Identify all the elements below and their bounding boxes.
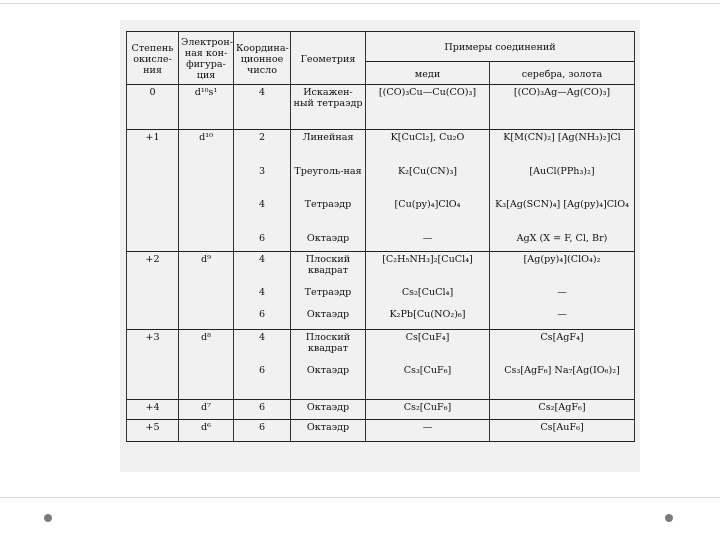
- header-electron-configuration: Электрон-ная кон-фигура-ция: [179, 32, 234, 85]
- cell-oxidation-state: +2: [127, 252, 179, 285]
- cell-electron-configuration: d¹⁰s¹: [179, 85, 234, 130]
- cell-coordination-number: 6: [234, 231, 291, 252]
- table-row: [127, 197, 635, 231]
- table-row: [127, 231, 635, 252]
- cell-geometry: Искажен-ный тетраэдр: [291, 85, 366, 130]
- cell-silver-gold-example: Cs₂[AgF₆]: [490, 400, 635, 420]
- table-row: [127, 164, 635, 197]
- cell-coordination-number: 3: [234, 164, 291, 197]
- cell-silver-gold-example: Cs[AuF₆]: [490, 420, 635, 442]
- cell-geometry: Линейная: [291, 130, 366, 164]
- table-row: [127, 130, 635, 164]
- header-copper: меди: [366, 62, 490, 85]
- cell-silver-gold-example: —: [490, 285, 635, 307]
- bottom-divider-line: [0, 497, 720, 498]
- cell-copper-example: Cs₂[CuCl₄]: [366, 285, 490, 307]
- cell-geometry: Плоский квадрат: [291, 330, 366, 363]
- cell-silver-gold-example: K[M(CN)₂] [Ag(NH₃)₂]Cl: [490, 130, 635, 164]
- cell-copper-example: Cs₃[CuF₆]: [366, 363, 490, 400]
- table-row: [127, 85, 635, 130]
- cell-oxidation-state: [127, 164, 179, 197]
- cell-copper-example: K₂Pb[Cu(NO₂)₆]: [366, 307, 490, 330]
- cell-oxidation-state: +4: [127, 400, 179, 420]
- cell-copper-example: [C₂H₅NH₃]₂[CuCl₄]: [366, 252, 490, 285]
- cell-electron-configuration: d⁸: [179, 330, 234, 363]
- cell-copper-example: K₂[Cu(CN)₃]: [366, 164, 490, 197]
- cell-geometry: Тетраэдр: [291, 285, 366, 307]
- cell-oxidation-state: +1: [127, 130, 179, 164]
- cell-coordination-number: 4: [234, 252, 291, 285]
- cell-oxidation-state: +3: [127, 330, 179, 363]
- cell-copper-example: Cs₂[CuF₆]: [366, 400, 490, 420]
- cell-electron-configuration: [179, 285, 234, 307]
- table-row: [127, 307, 635, 330]
- cell-electron-configuration: d¹⁰: [179, 130, 234, 164]
- cell-copper-example: —: [366, 420, 490, 442]
- table-row: [127, 363, 635, 400]
- cell-silver-gold-example: AgX (X = F, Cl, Br): [490, 231, 635, 252]
- cell-coordination-number: 4: [234, 285, 291, 307]
- table-row: [127, 252, 635, 285]
- table-header-row: [127, 32, 635, 62]
- cell-silver-gold-example: [(CO)₃Ag—Ag(CO)₃]: [490, 85, 635, 130]
- table-row: [127, 420, 635, 442]
- cell-oxidation-state: [127, 285, 179, 307]
- cell-copper-example: [(CO)₃Cu—Cu(CO)₃]: [366, 85, 490, 130]
- cell-geometry: Октаэдр: [291, 400, 366, 420]
- cell-electron-configuration: [179, 307, 234, 330]
- top-divider-line: [0, 3, 720, 4]
- cell-coordination-number: 4: [234, 85, 291, 130]
- cell-silver-gold-example: Cs[AgF₄]: [490, 330, 635, 363]
- cell-geometry: Треуголь-ная: [291, 164, 366, 197]
- cell-electron-configuration: d⁶: [179, 420, 234, 442]
- header-coordination-number: Координа-ционное число: [234, 32, 291, 85]
- cell-coordination-number: 4: [234, 330, 291, 363]
- cell-oxidation-state: [127, 197, 179, 231]
- cell-coordination-number: 2: [234, 130, 291, 164]
- cell-coordination-number: 6: [234, 420, 291, 442]
- cell-silver-gold-example: [Ag(py)₄](ClO₄)₂: [490, 252, 635, 285]
- cell-electron-configuration: [179, 231, 234, 252]
- cell-copper-example: —: [366, 231, 490, 252]
- cell-oxidation-state: +5: [127, 420, 179, 442]
- cell-oxidation-state: 0: [127, 85, 179, 130]
- table-row: [127, 400, 635, 420]
- cell-electron-configuration: [179, 363, 234, 400]
- cell-geometry: Октаэдр: [291, 231, 366, 252]
- cell-electron-configuration: [179, 164, 234, 197]
- cell-geometry: Октаэдр: [291, 363, 366, 400]
- cell-copper-example: Cs[CuF₄]: [366, 330, 490, 363]
- bullet-dot-right: [665, 514, 673, 522]
- cell-electron-configuration: [179, 197, 234, 231]
- table-row: [127, 330, 635, 363]
- cell-geometry: Тетраэдр: [291, 197, 366, 231]
- cell-coordination-number: 6: [234, 307, 291, 330]
- cell-geometry: Октаэдр: [291, 307, 366, 330]
- table-row: [127, 285, 635, 307]
- cell-coordination-number: 6: [234, 400, 291, 420]
- cell-silver-gold-example: K₃[Ag(SCN)₄] [Ag(py)₄]ClO₄: [490, 197, 635, 231]
- cell-oxidation-state: [127, 307, 179, 330]
- header-geometry: Геометрия: [291, 32, 366, 85]
- compound-table: [126, 31, 635, 442]
- cell-copper-example: K[CuCl₂], Cu₂O: [366, 130, 490, 164]
- cell-electron-configuration: d⁷: [179, 400, 234, 420]
- cell-geometry: Плоский квадрат: [291, 252, 366, 285]
- cell-oxidation-state: [127, 363, 179, 400]
- cell-silver-gold-example: —: [490, 307, 635, 330]
- cell-copper-example: [Cu(py)₄]ClO₄: [366, 197, 490, 231]
- header-silver-gold: серебра, золота: [490, 62, 635, 85]
- bullet-dot-left: [44, 514, 52, 522]
- cell-silver-gold-example: [AuCl(PPh₃)₂]: [490, 164, 635, 197]
- cell-coordination-number: 6: [234, 363, 291, 400]
- cell-coordination-number: 4: [234, 197, 291, 231]
- header-oxidation-state: Степень окисле-ния: [127, 32, 179, 85]
- header-examples: Примеры соединений: [366, 32, 635, 62]
- cell-oxidation-state: [127, 231, 179, 252]
- cell-electron-configuration: d⁹: [179, 252, 234, 285]
- cell-silver-gold-example: Cs₃[AgF₆] Na₇[Ag(IO₆)₂]: [490, 363, 635, 400]
- cell-geometry: Октаэдр: [291, 420, 366, 442]
